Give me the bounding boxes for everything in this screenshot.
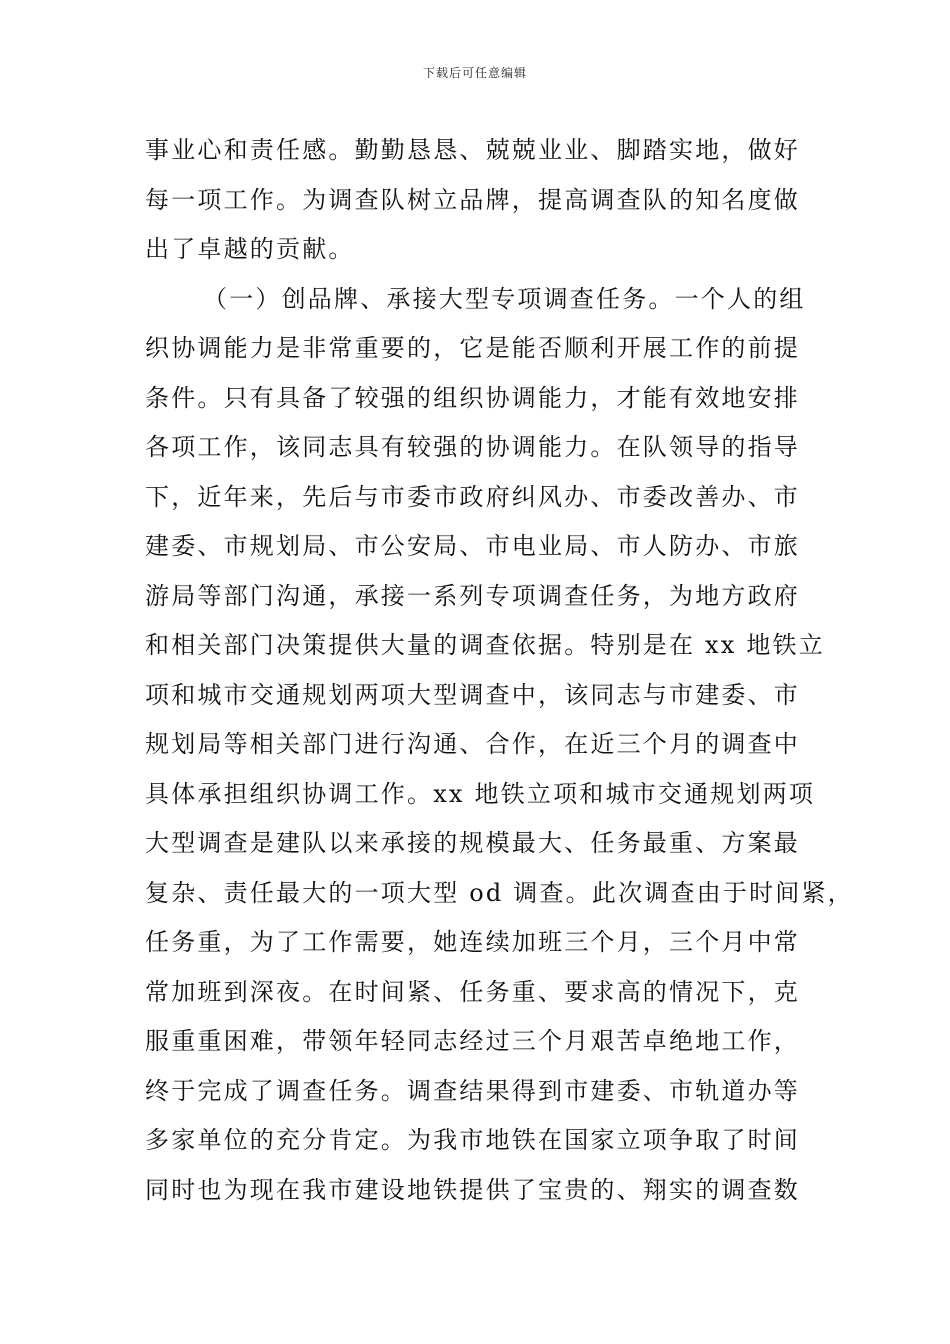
section-heading-line: （一）创品牌、承接大型专项调查任务。一个人的组 xyxy=(203,284,806,313)
text-line: 游局等部门沟通，承接一系列专项调查任务，为地方政府 xyxy=(145,581,800,610)
text-line: 建委、市规划局、市公安局、市电业局、市人防办、市旅 xyxy=(145,532,800,560)
text-line: 常加班到深夜。在时间紧、任务重、要求高的情况下，克 xyxy=(145,977,800,1006)
document-body xyxy=(145,126,854,1215)
text-line: 项和城市交通规划两项大型调查中，该同志与市建委、市 xyxy=(145,680,800,709)
text-line: 任务重，为了工作需要，她连续加班三个月，三个月中常 xyxy=(145,928,800,956)
text-line: 和相关部门决策提供大量的调查依据。特别是在 xx 地铁立 xyxy=(145,631,825,659)
page-header: 下载后可任意编辑 xyxy=(422,66,527,80)
text-line: 规划局等相关部门进行沟通、合作，在近三个月的调查中 xyxy=(145,730,800,758)
text-line: 每一项工作。为调查队树立品牌，提高调查队的知名度做 xyxy=(145,185,800,214)
text-line: 事业心和责任感。勤勤恳恳、兢兢业业、脚踏实地，做好 xyxy=(145,136,800,164)
text-line: 终于完成了调查任务。调查结果得到市建委、市轨道办等 xyxy=(145,1076,800,1105)
text-line: 条件。只有具备了较强的组织协调能力，才能有效地安排 xyxy=(145,383,800,412)
text-line: 出了卓越的贡献。 xyxy=(145,235,355,263)
text-line: 织协调能力是非常重要的，它是能否顺利开展工作的前提 xyxy=(145,334,800,362)
text-line: 各项工作，该同志具有较强的协调能力。在队领导的指导 xyxy=(145,433,800,461)
text-line: 同时也为现在我市建设地铁提供了宝贵的、翔实的调查数 xyxy=(145,1175,800,1204)
text-line: 大型调查是建队以来承接的规模最大、任务最重、方案最 xyxy=(145,829,800,857)
text-line: 服重重困难，带领年轻同志经过三个月艰苦卓绝地工作， xyxy=(145,1027,800,1055)
text-line: 具体承担组织协调工作。xx 地铁立项和城市交通规划两项 xyxy=(145,779,816,808)
text-line: 下，近年来，先后与市委市政府纠风办、市委改善办、市 xyxy=(145,482,800,511)
text-line: 多家单位的充分肯定。为我市地铁在国家立项争取了时间 xyxy=(145,1126,800,1154)
text-line: 复杂、责任最大的一项大型 od 调查。此次调查由于时间紧， xyxy=(145,878,854,907)
